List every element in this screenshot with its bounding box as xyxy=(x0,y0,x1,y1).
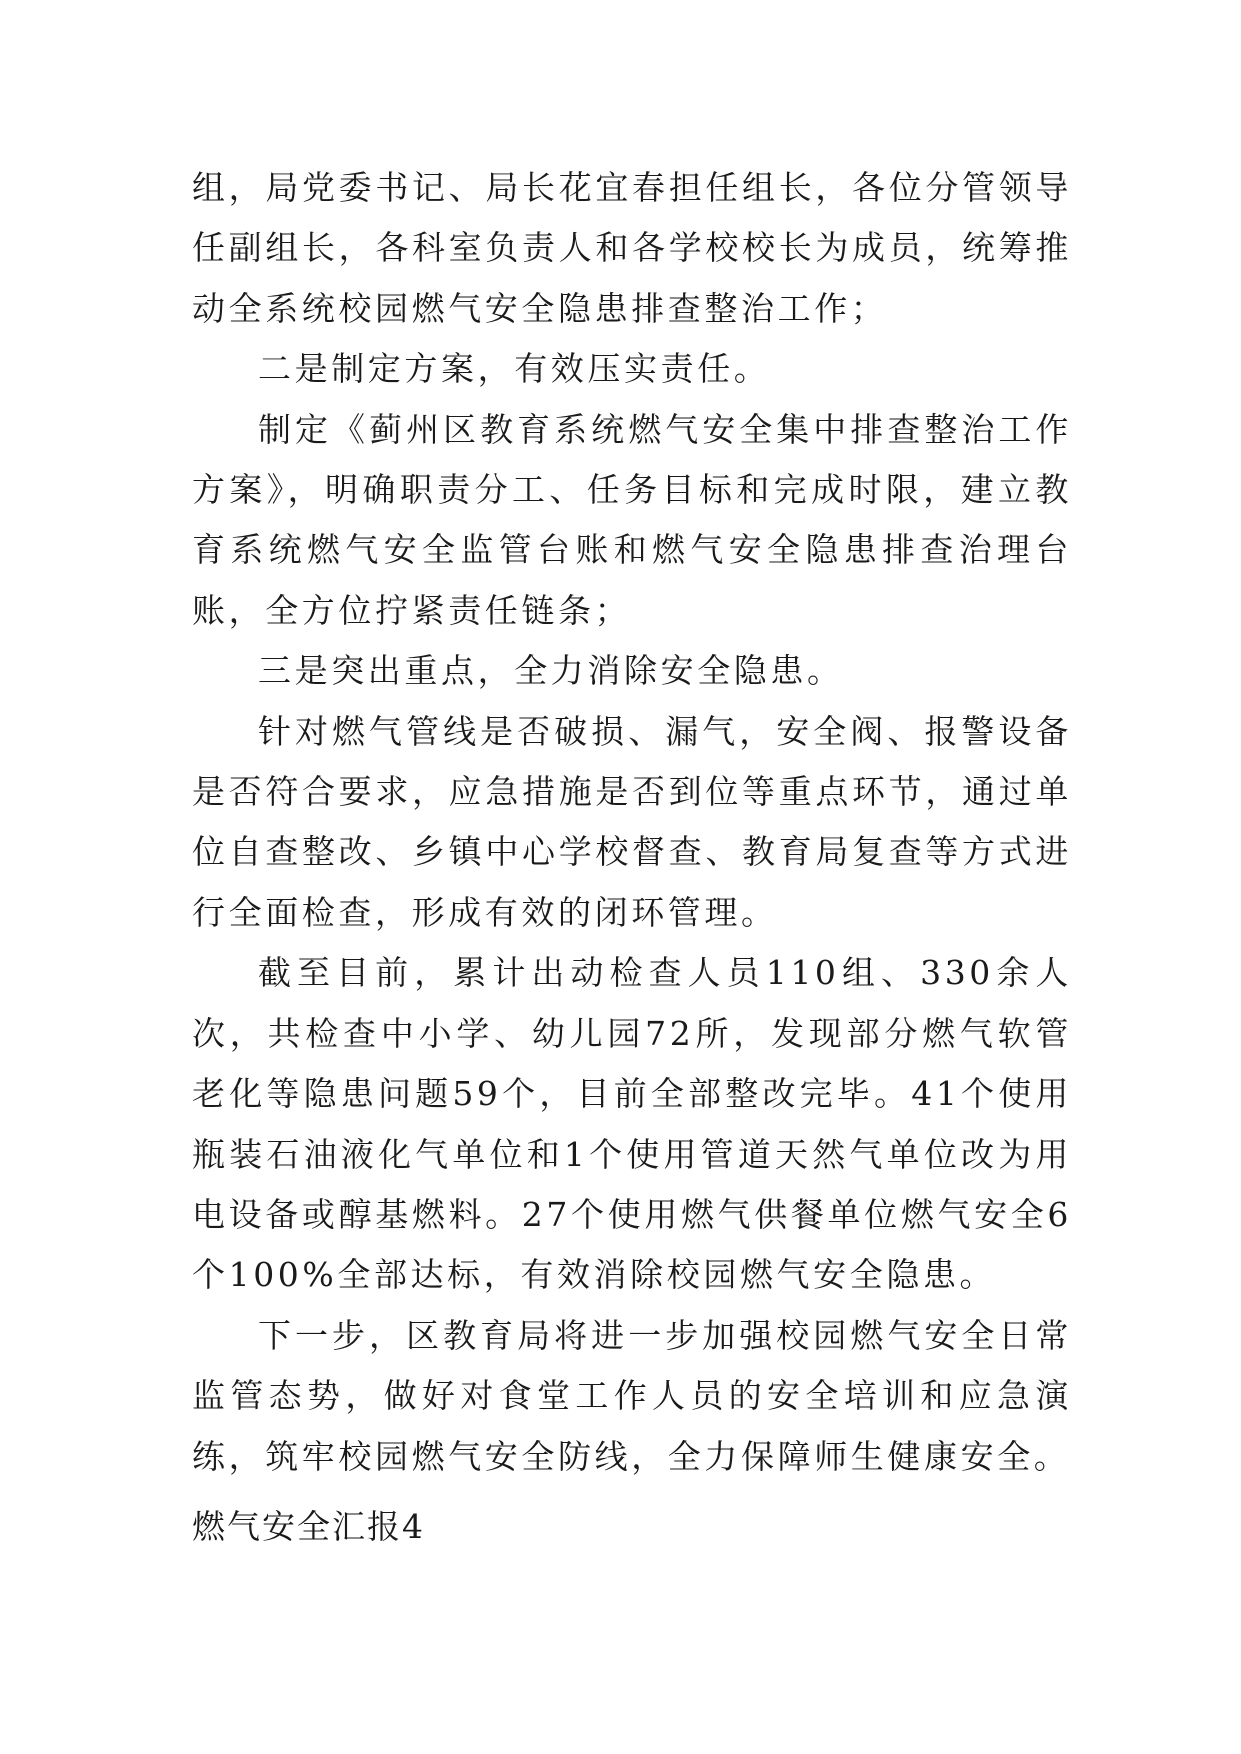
paragraph-continuation: 组，局党委书记、局长花宜春担任组长，各位分管领导任副组长，各科室负责人和各学校校长为成员，统筹推动全系统校园燃气安全隐患排查整治工作； xyxy=(192,168,1072,328)
paragraph-point-three: 三是突出重点，全力消除安全隐患。 xyxy=(258,651,844,691)
document-body xyxy=(192,158,1072,1487)
paragraph-next-step: 下一步，区教育局将进一步加强校园燃气安全日常监管态势，做好对食堂工作人员的安全培训和应急演练，筑牢校园燃气安全防线，全力保障师生健康安全。 xyxy=(192,1315,1072,1476)
paragraph-plan: 制定《蓟州区教育系统燃气安全集中排查整治工作方案》，明确职责分工、任务目标和完成时限，建立教育系统燃气安全监管台账和燃气安全隐患排查治理台账，全方位拧紧责任链条； xyxy=(192,409,1072,630)
paragraph-inspection: 针对燃气管线是否破损、漏气，安全阀、报警设备是否符合要求，应急措施是否到位等重点环节，通过单位自查整改、乡镇中心学校督查、教育局复查等方式进行全面检查，形成有效的闭环管理。 xyxy=(192,711,1072,932)
paragraph-point-two: 二是制定方案，有效压实责任。 xyxy=(258,349,771,389)
section-heading: 燃气安全汇报4 xyxy=(192,1507,425,1546)
paragraph-statistics: 截至目前，累计出动检查人员110组、330余人次，共检查中小学、幼儿园72所，发现部分燃气软管老化等隐患问题59个，目前全部整改完毕。41个使用瓶装石油液化气单位和1个使用管道天然气单位改为用电设备或醇基燃料。27个使用燃气供餐单位燃气安全6个100%全部达标，有效消除校园燃气安全隐患。 xyxy=(192,953,1072,1295)
